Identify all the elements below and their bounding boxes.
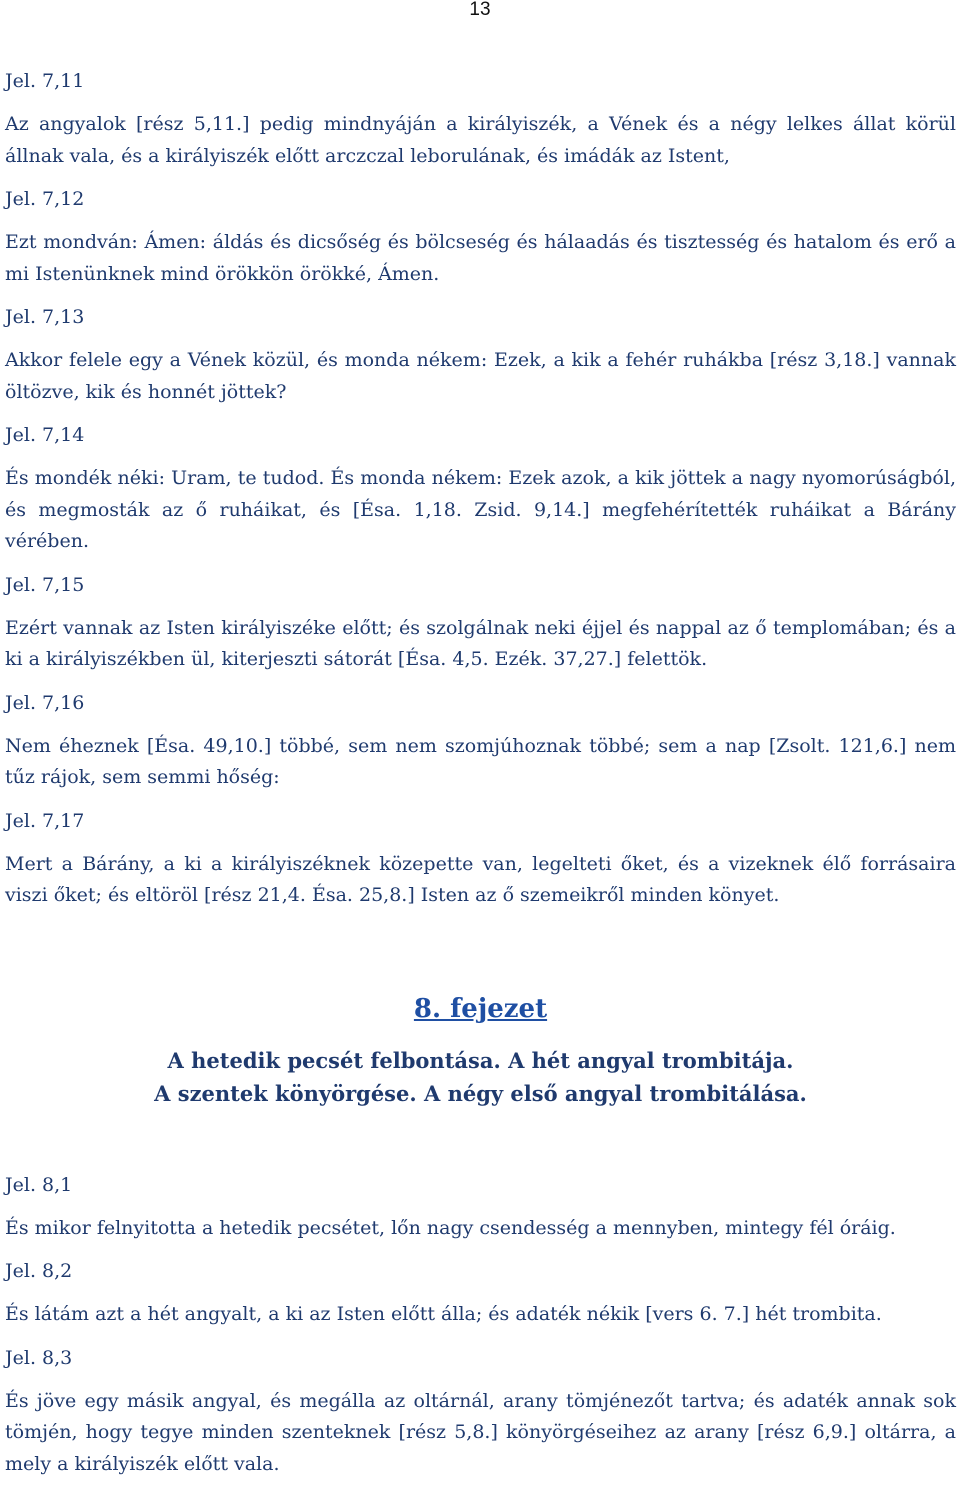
verse-text: Mert a Bárány, a ki a királyiszéknek közepette van, legelteti őket, és a vizeknek élő forrásaira viszi őket; és eltöröl [rész 21,4. Ésa. 25,8.] Isten az ő szemeikről minden könyet. bbox=[5, 852, 956, 906]
verse-reference: Jel. 7,12 bbox=[5, 188, 85, 210]
verse-text: Az angyalok [rész 5,11.] pedig mindnyáján a királyiszék, a Vének és a négy lelkes állat körül állnak vala, és a királyiszék előtt arczczal leborulának, és imádák az Istent, bbox=[5, 113, 956, 167]
verse-text: Akkor felele egy a Vének közül, és monda nékem: Ezek, a kik a fehér ruhákba [rész 3,18.] vannak öltözve, kik és honnét jöttek? bbox=[5, 349, 956, 403]
chapter-header bbox=[5, 992, 956, 1110]
verse-text: Nem éheznek [Ésa. 49,10.] többé, sem nem szomjúhoznak többé; sem a nap [Zsolt. 121,6.] nem tűz rájok, sem semmi hőség: bbox=[5, 734, 956, 788]
verse-text: És mikor felnyitotta a hetedik pecsétet, lőn nagy csendesség a mennyben, mintegy fél óráig. bbox=[5, 1216, 896, 1239]
verse-text: Ezért vannak az Isten királyiszéke előtt; és szolgálnak neki éjjel és nappal az ő templomában; és a ki a királyiszékben ül, kiterjeszti sátorát [Ésa. 4,5. Ezék. 37,27.] felettök. bbox=[5, 616, 956, 670]
verse-text: És jöve egy másik angyal, és megálla az oltárnál, arany tömjénezőt tartva; és adaték annak sok tömjén, hogy tegye minden szenteknek [rész 5,8.] könyörgéseihez az arany [rész 6,9.] oltárra, a mely a királyiszék előtt vala. bbox=[5, 1389, 956, 1475]
verse-reference: Jel. 7,16 bbox=[5, 691, 85, 714]
verse-reference: Jel. 8,1 bbox=[5, 1173, 73, 1196]
chapter-subtitle: A szentek könyörgése. A négy első angyal trombitálása. bbox=[154, 1080, 807, 1106]
verse-reference: Jel. 8,3 bbox=[5, 1346, 73, 1369]
verse-reference: Jel. 7,11 bbox=[5, 70, 85, 92]
verse-text: Ezt mondván: Ámen: áldás és dicsőség és bölcseség és hálaadás és tisztesség és hatalom és erő a mi Istenünknek mind örökkön örökké, Ámen. bbox=[5, 231, 956, 285]
document-body bbox=[5, 66, 956, 1492]
verse-reference: Jel. 7,17 bbox=[5, 809, 85, 832]
chapter-subtitle: A hetedik pecsét felbontása. A hét angyal trombitája. bbox=[167, 1047, 794, 1073]
verse-reference: Jel. 7,15 bbox=[5, 573, 85, 596]
verse-text: És mondék néki: Uram, te tudod. És monda nékem: Ezek azok, a kik jöttek a nagy nyomorúságból, és megmosták az ő ruháikat, és [Ésa. 1,18. Zsid. 9,14.] megfehérítették ruháikat a Bárány vérében. bbox=[5, 467, 956, 552]
verse-reference: Jel. 7,13 bbox=[5, 306, 85, 328]
verse-text: És látám azt a hét angyalt, a ki az Isten előtt álla; és adaték nékik [vers 6. 7.] hét trombita. bbox=[5, 1303, 882, 1325]
chapter-heading-link[interactable]: 8. fejezet bbox=[413, 993, 548, 1024]
verse-reference: Jel. 7,14 bbox=[5, 424, 85, 446]
page-number: 13 bbox=[469, 0, 491, 20]
verse-reference: Jel. 8,2 bbox=[5, 1260, 73, 1282]
